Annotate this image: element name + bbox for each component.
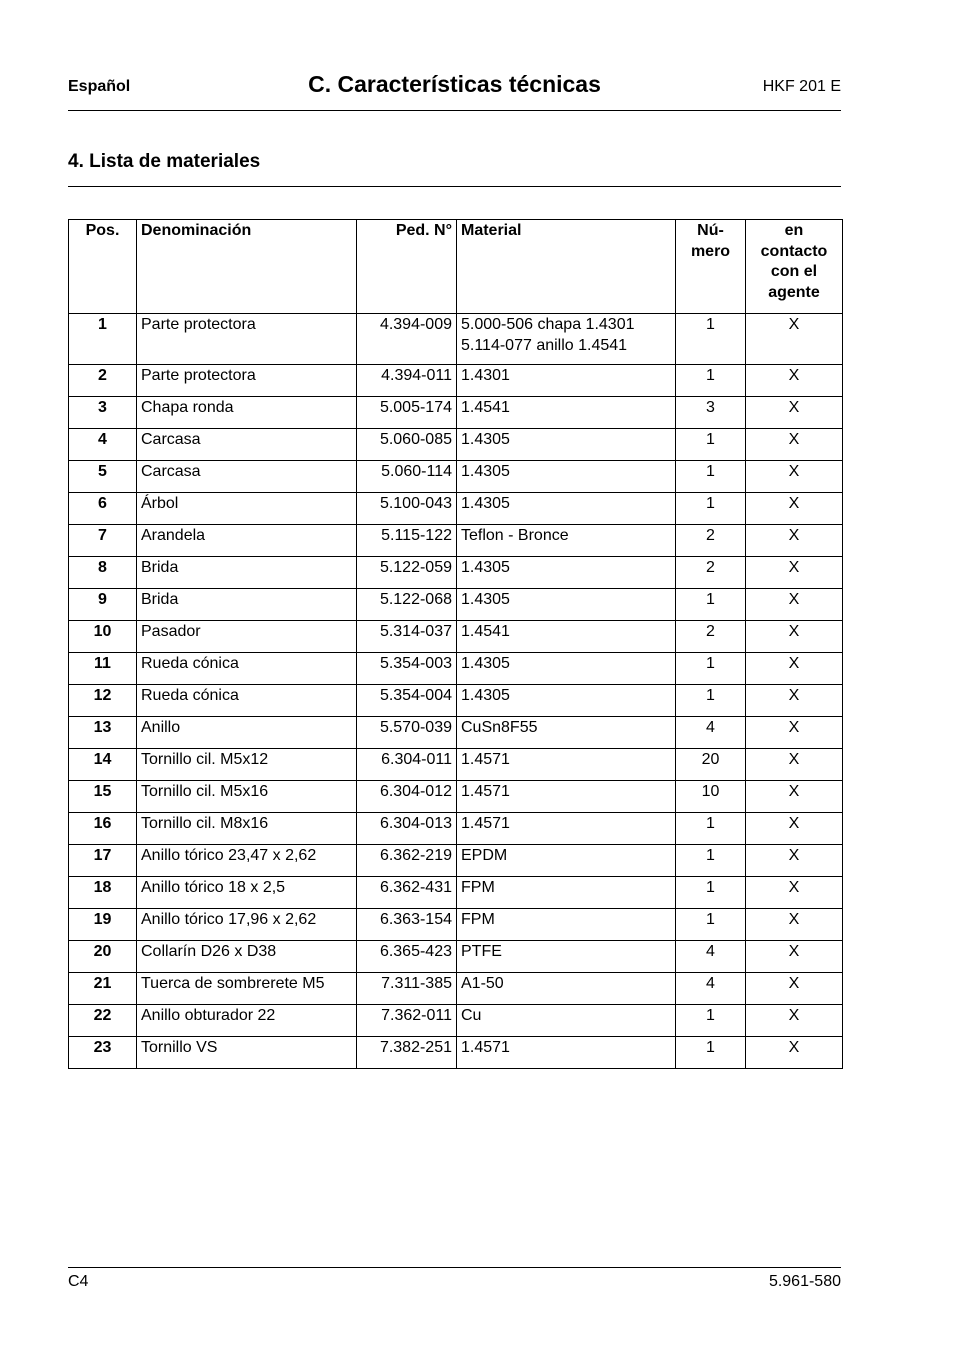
section-header (68, 148, 841, 187)
cell-contacto: X (746, 621, 843, 653)
cell-pos: 23 (69, 1037, 137, 1069)
page-title: C. Características técnicas (308, 71, 601, 97)
table-row (69, 1037, 843, 1069)
cell-denominacion: Tornillo cil. M5x12 (137, 749, 357, 781)
cell-pos: 19 (69, 909, 137, 941)
cell-contacto: X (746, 653, 843, 685)
cell-denominacion: Brida (137, 557, 357, 589)
cell-denominacion: Rueda cónica (137, 653, 357, 685)
page-footer (68, 1267, 841, 1290)
cell-ped: 5.100-043 (357, 493, 457, 525)
document-number: 5.961-580 (768, 1273, 841, 1290)
table-header-row (69, 220, 843, 314)
cell-denominacion: Tornillo cil. M5x16 (137, 781, 357, 813)
cell-numero: 1 (676, 493, 746, 525)
cell-contacto: X (746, 845, 843, 877)
cell-contacto: X (746, 397, 843, 429)
cell-ped: 5.122-068 (357, 589, 457, 621)
cell-denominacion: Pasador (137, 621, 357, 653)
cell-contacto: X (746, 589, 843, 621)
table-row (69, 493, 843, 525)
cell-pos: 12 (69, 685, 137, 717)
column-header-contacto (746, 220, 843, 314)
cell-denominacion: Carcasa (137, 429, 357, 461)
cell-contacto: X (746, 429, 843, 461)
table-row (69, 717, 843, 749)
cell-numero: 1 (676, 877, 746, 909)
cell-material: EPDM (457, 845, 676, 877)
cell-contacto: X (746, 461, 843, 493)
cell-pos: 14 (69, 749, 137, 781)
table-row (69, 429, 843, 461)
cell-ped: 5.122-059 (357, 557, 457, 589)
cell-pos: 9 (69, 589, 137, 621)
column-header-contacto-line2: contacto (760, 242, 828, 260)
cell-material: 1.4305 (457, 493, 676, 525)
cell-ped: 6.363-154 (357, 909, 457, 941)
column-header-contacto-line3: con el (770, 263, 818, 280)
cell-denominacion: Parte protectora (137, 314, 357, 365)
cell-material: PTFE (457, 941, 676, 973)
cell-material: CuSn8F55 (457, 717, 676, 749)
cell-denominacion: Rueda cónica (137, 685, 357, 717)
table-row (69, 845, 843, 877)
cell-denominacion: Brida (137, 589, 357, 621)
cell-denominacion: Chapa ronda (137, 397, 357, 429)
cell-contacto: X (746, 365, 843, 397)
cell-ped: 4.394-011 (357, 365, 457, 397)
cell-contacto: X (746, 749, 843, 781)
table-row (69, 813, 843, 845)
cell-contacto: X (746, 493, 843, 525)
cell-numero: 4 (676, 717, 746, 749)
cell-contacto: X (746, 1037, 843, 1069)
cell-pos: 1 (69, 314, 137, 365)
cell-denominacion: Collarín D26 x D38 (137, 941, 357, 973)
cell-material: 1.4305 (457, 557, 676, 589)
cell-material: 1.4571 (457, 1037, 676, 1069)
cell-contacto: X (746, 941, 843, 973)
section-title: 4. Lista de materiales (68, 151, 261, 172)
cell-numero: 2 (676, 525, 746, 557)
cell-denominacion: Anillo tórico 23,47 x 2,62 (137, 845, 357, 877)
page-header (68, 66, 841, 111)
cell-ped: 7.362-011 (357, 1005, 457, 1037)
table-row (69, 941, 843, 973)
cell-numero: 1 (676, 845, 746, 877)
cell-pos: 15 (69, 781, 137, 813)
cell-denominacion: Parte protectora (137, 365, 357, 397)
cell-ped: 6.304-012 (357, 781, 457, 813)
cell-material-line1: 5.000-506 chapa 1.4301 (461, 316, 635, 333)
cell-pos: 13 (69, 717, 137, 749)
column-header-material: Material (457, 220, 676, 314)
column-header-contacto-line4: agente (768, 283, 820, 301)
cell-numero: 1 (676, 909, 746, 941)
cell-material: 1.4305 (457, 429, 676, 461)
cell-material: 1.4305 (457, 653, 676, 685)
cell-pos: 2 (69, 365, 137, 397)
cell-numero: 1 (676, 685, 746, 717)
cell-denominacion: Anillo (137, 717, 357, 749)
language-label: Español (68, 78, 131, 95)
cell-numero: 1 (676, 653, 746, 685)
column-header-ped: Ped. N° (357, 220, 457, 314)
cell-ped: 5.060-114 (357, 461, 457, 493)
cell-pos: 16 (69, 813, 137, 845)
cell-material: 1.4541 (457, 621, 676, 653)
cell-numero: 1 (676, 365, 746, 397)
cell-contacto: X (746, 685, 843, 717)
column-header-denominacion: Denominación (137, 220, 357, 314)
cell-numero: 10 (676, 781, 746, 813)
cell-ped: 5.314-037 (357, 621, 457, 653)
table-row (69, 365, 843, 397)
cell-material (457, 314, 676, 365)
cell-contacto: X (746, 973, 843, 1005)
cell-material-line2: 5.114-077 anillo 1.4541 (461, 336, 628, 354)
cell-numero: 1 (676, 461, 746, 493)
cell-numero: 3 (676, 397, 746, 429)
cell-pos: 11 (69, 653, 137, 685)
cell-material: 1.4305 (457, 685, 676, 717)
cell-numero: 1 (676, 1005, 746, 1037)
cell-ped: 5.115-122 (357, 525, 457, 557)
cell-numero: 1 (676, 1037, 746, 1069)
cell-denominacion: Arandela (137, 525, 357, 557)
cell-ped: 6.365-423 (357, 941, 457, 973)
table-row (69, 589, 843, 621)
cell-pos: 21 (69, 973, 137, 1005)
materials-table (68, 219, 843, 1069)
column-header-numero (676, 220, 746, 314)
table-row (69, 557, 843, 589)
cell-material: A1-50 (457, 973, 676, 1005)
table-body (69, 314, 843, 1069)
cell-numero: 2 (676, 621, 746, 653)
cell-numero: 1 (676, 429, 746, 461)
cell-material: 1.4305 (457, 461, 676, 493)
cell-contacto: X (746, 813, 843, 845)
model-label: HKF 201 E (762, 78, 841, 95)
cell-denominacion: Carcasa (137, 461, 357, 493)
cell-material: 1.4571 (457, 781, 676, 813)
cell-denominacion: Tornillo VS (137, 1037, 357, 1069)
cell-ped: 6.362-431 (357, 877, 457, 909)
cell-pos: 7 (69, 525, 137, 557)
cell-numero: 1 (676, 813, 746, 845)
table-row (69, 749, 843, 781)
cell-material: 1.4301 (457, 365, 676, 397)
cell-numero: 4 (676, 941, 746, 973)
cell-denominacion: Árbol (137, 493, 357, 525)
cell-pos: 17 (69, 845, 137, 877)
cell-ped: 6.362-219 (357, 845, 457, 877)
cell-contacto: X (746, 1005, 843, 1037)
cell-material: Cu (457, 1005, 676, 1037)
column-header-pos: Pos. (69, 220, 137, 314)
cell-pos: 8 (69, 557, 137, 589)
table-row (69, 525, 843, 557)
cell-ped: 4.394-009 (357, 314, 457, 365)
cell-ped: 5.005-174 (357, 397, 457, 429)
cell-pos: 20 (69, 941, 137, 973)
table-row (69, 397, 843, 429)
cell-contacto: X (746, 877, 843, 909)
cell-ped: 5.570-039 (357, 717, 457, 749)
cell-contacto: X (746, 557, 843, 589)
page-number: C4 (68, 1273, 89, 1290)
cell-denominacion: Anillo tórico 18 x 2,5 (137, 877, 357, 909)
table-row (69, 877, 843, 909)
cell-material: Teflon - Bronce (457, 525, 676, 557)
table-row (69, 461, 843, 493)
cell-pos: 4 (69, 429, 137, 461)
cell-material: FPM (457, 909, 676, 941)
column-header-contacto-line1: en (784, 222, 804, 239)
cell-denominacion: Anillo obturador 22 (137, 1005, 357, 1037)
cell-ped: 7.311-385 (357, 973, 457, 1005)
cell-material: 1.4305 (457, 589, 676, 621)
table-row (69, 621, 843, 653)
cell-ped: 6.304-011 (357, 749, 457, 781)
table-row (69, 909, 843, 941)
cell-ped: 6.304-013 (357, 813, 457, 845)
table-row (69, 1005, 843, 1037)
cell-pos: 22 (69, 1005, 137, 1037)
table-row (69, 314, 843, 365)
table-row (69, 685, 843, 717)
cell-material: 1.4571 (457, 749, 676, 781)
table-row (69, 653, 843, 685)
cell-denominacion: Tuerca de sombrerete M5 (137, 973, 357, 1005)
cell-contacto: X (746, 781, 843, 813)
cell-pos: 5 (69, 461, 137, 493)
cell-numero: 20 (676, 749, 746, 781)
cell-numero: 1 (676, 589, 746, 621)
cell-pos: 6 (69, 493, 137, 525)
cell-denominacion: Tornillo cil. M8x16 (137, 813, 357, 845)
cell-material: FPM (457, 877, 676, 909)
cell-ped: 7.382-251 (357, 1037, 457, 1069)
cell-denominacion: Anillo tórico 17,96 x 2,62 (137, 909, 357, 941)
column-header-numero-line1: Nú- (697, 222, 724, 239)
cell-contacto: X (746, 717, 843, 749)
cell-numero: 4 (676, 973, 746, 1005)
cell-pos: 10 (69, 621, 137, 653)
cell-numero: 2 (676, 557, 746, 589)
cell-material: 1.4541 (457, 397, 676, 429)
cell-contacto: X (746, 314, 843, 365)
cell-material: 1.4571 (457, 813, 676, 845)
table-row (69, 973, 843, 1005)
cell-contacto: X (746, 525, 843, 557)
cell-pos: 18 (69, 877, 137, 909)
cell-contacto: X (746, 909, 843, 941)
cell-numero: 1 (676, 314, 746, 365)
cell-ped: 5.060-085 (357, 429, 457, 461)
cell-pos: 3 (69, 397, 137, 429)
cell-ped: 5.354-004 (357, 685, 457, 717)
column-header-numero-line2: mero (690, 242, 731, 260)
cell-ped: 5.354-003 (357, 653, 457, 685)
table-row (69, 781, 843, 813)
